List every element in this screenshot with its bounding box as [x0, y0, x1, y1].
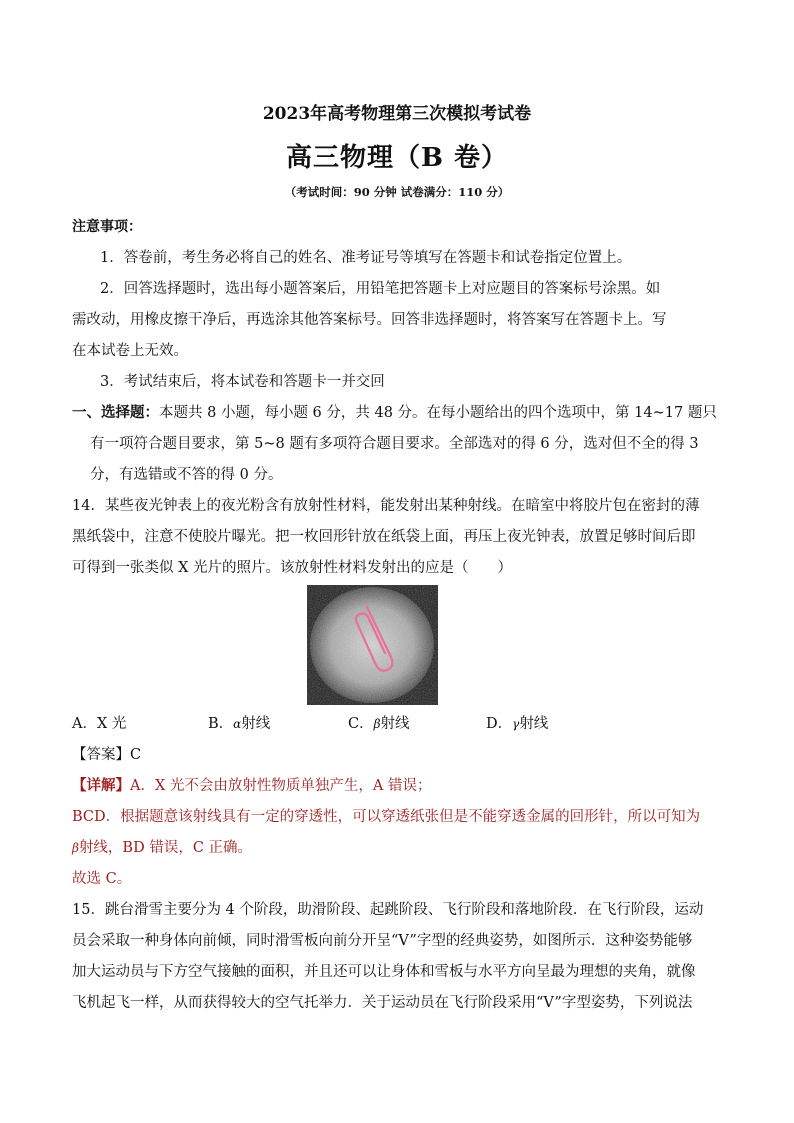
exam-info: （考试时间：90 分钟 试卷满分：110 分） — [284, 185, 510, 199]
section-1-line-1 — [72, 403, 717, 423]
q14-line-2: 黑纸袋中，注意不使胶片曝光。把一枚回形针放在纸袋上面，再压上夜光钟表，放置足够时间后即 — [72, 529, 696, 545]
q14-option-b-label: B． — [208, 716, 234, 732]
q15-line-2: 员会采取一种身体向前倾，同时滑雪板向前分开呈“V”字型的经典姿势，如图所示．这种姿势能够 — [72, 933, 693, 949]
q15-line-4: 飞机起飞一样，从而获得较大的空气托举力．关于运动员在飞行阶段采用“V”字型姿势，下列说法 — [72, 995, 693, 1011]
section-1-line-2: 有一项符合题目要求，第 5~8 题有多项符合题目要求。全部选对的得 6 分，选对但不全的得 3 — [90, 436, 699, 452]
q14-answer: 【答案】C — [72, 747, 142, 763]
notice-line-4: 在本试卷上无效。 — [72, 343, 188, 359]
notice-line-3: 需改动，用橡皮擦干净后，再选涂其他答案标号。回答非选择题时，将答案写在答题卡上。写 — [72, 312, 667, 328]
q14-option-c-label: C． — [348, 716, 374, 732]
xray-photo-paperclip — [307, 585, 438, 705]
beta-symbol: β — [72, 841, 79, 855]
gamma-symbol: γ — [512, 717, 520, 731]
notice-line-5: 3．考试结束后，将本试卷和答题卡一并交回 — [100, 374, 385, 390]
q14-line-1: 14．某些夜光钟表上的夜光粉含有放射性材料，能发射出某种射线。在暗室中将胶片包在密封的薄 — [72, 498, 700, 514]
xray-photo-illustration — [307, 585, 438, 705]
notice-line-1: 1．答卷前，考生务必将自己的姓名、准考证号等填写在答题卡和试卷指定位置上。 — [100, 250, 632, 266]
section-1-text-1: 本题共 8 小题，每小题 6 分，共 48 分。在每小题给出的四个选项中，第 14~17 题只 — [159, 405, 717, 421]
q15-line-1: 15．跳台滑雪主要分为 4 个阶段，助滑阶段、起跳阶段、飞行阶段和落地阶段．在飞行阶段，运动 — [72, 902, 704, 918]
q14-detail-line-2: BCD．根据题意该射线具有一定的穿透性，可以穿透纸张但是不能穿透金属的回形针，所以可知为 — [72, 809, 701, 825]
q14-option-b — [208, 714, 270, 734]
q14-detail-text-3: 射线，BD 错误，C 正确。 — [78, 840, 253, 856]
exam-title: 2023年高考物理第三次模拟考试卷 — [262, 104, 532, 124]
q14-option-b-text: 射线 — [241, 716, 271, 732]
q14-detail-line-1 — [72, 776, 431, 796]
q14-option-d-text: 射线 — [519, 716, 549, 732]
q14-line-3: 可得到一张类似 X 光片的照片。该放射性材料发射出的应是（ ） — [72, 560, 513, 576]
section-1-line-3: 分，有选错或不答的得 0 分。 — [90, 467, 283, 483]
exam-subject: 高三物理（B 卷） — [285, 143, 509, 173]
q14-conclusion: 故选 C。 — [72, 871, 132, 887]
q14-option-c — [348, 714, 410, 734]
notice-heading: 注意事项： — [72, 219, 142, 235]
q14-option-c-text: 射线 — [380, 716, 410, 732]
section-1-label: 一、选择题： — [72, 404, 159, 421]
q14-detail-line-3 — [72, 838, 252, 858]
q14-option-d — [486, 714, 548, 734]
q14-option-a: A．X 光 — [72, 716, 127, 732]
q15-line-3: 加大运动员与下方空气接触的面积，并且还可以让身体和雪板与水平方向呈最为理想的夹角，就像 — [72, 964, 696, 980]
beta-symbol: β — [373, 717, 381, 731]
q14-detail-label: 【详解】 — [72, 777, 130, 794]
notice-line-2: 2．回答选择题时，选出每小题答案后，用铅笔把答题卡上对应题目的答案标号涂黑。如 — [100, 281, 661, 297]
alpha-symbol: α — [233, 717, 242, 731]
q14-detail-text-1: A．X 光不会由放射性物质单独产生，A 错误； — [130, 778, 432, 794]
q14-option-d-label: D． — [486, 716, 513, 732]
